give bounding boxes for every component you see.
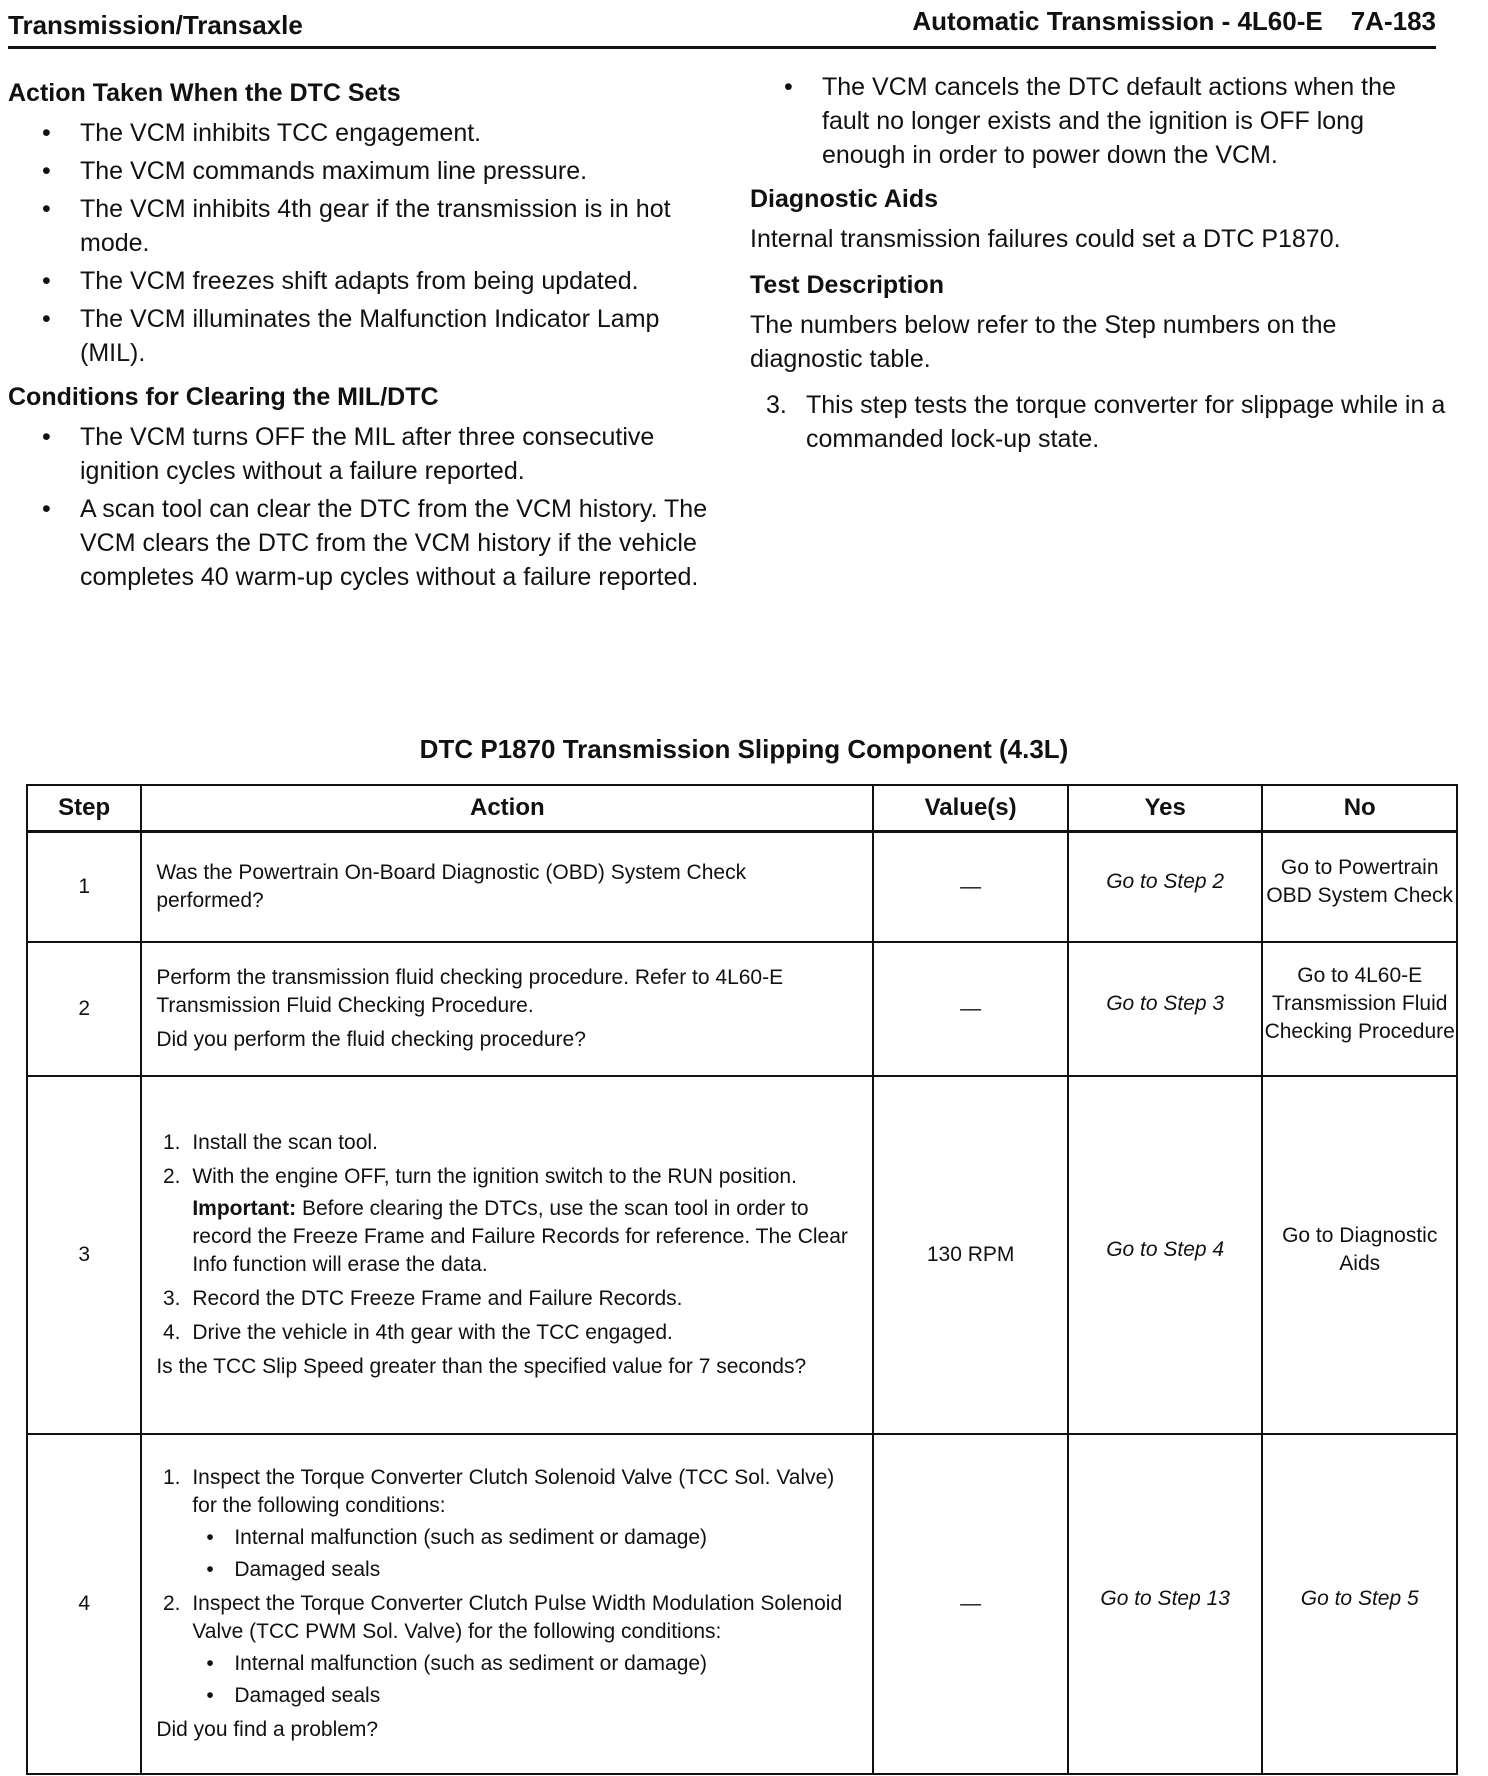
action-cell [141, 1076, 873, 1434]
step-cell: 3 [27, 1076, 141, 1434]
yes-cell: Go to Step 13 [1068, 1434, 1263, 1774]
right-column [750, 70, 1450, 456]
default-actions-list [750, 70, 1450, 172]
value-cell: — [873, 832, 1068, 942]
table-row [27, 942, 1457, 1076]
substep: 1. Install the scan tool. [186, 1129, 858, 1157]
header-right [912, 6, 1436, 37]
no-cell: Go to Step 5 [1262, 1434, 1457, 1774]
no-cell: Go to Diagnostic Aids [1262, 1076, 1457, 1434]
table-header-row [27, 785, 1457, 832]
list-item: • A scan tool can clear the DTC from the VCM history. The VCM clears the DTC from the VCM history if the vehicle completes 40 warm-up cycles without a failure reported. [8, 492, 708, 594]
substep-list [156, 1129, 858, 1347]
substep [186, 1464, 858, 1584]
table-row [27, 1434, 1457, 1774]
action-taken-list [8, 116, 708, 370]
substep [186, 1590, 858, 1710]
substep-list [156, 1464, 858, 1710]
action-taken-heading: Action Taken When the DTC Sets [8, 79, 401, 107]
step-cell: 2 [27, 942, 141, 1076]
condition-list [192, 1524, 858, 1584]
header-action: Action [141, 785, 873, 832]
table-title: DTC P1870 Transmission Slipping Component (4.3L) [419, 734, 1069, 764]
no-cell: Go to Powertrain OBD System Check [1262, 832, 1457, 942]
test-description-text: The numbers below refer to the Step numbers on the diagnostic table. [750, 311, 1337, 373]
value-cell: — [873, 942, 1068, 1076]
manual-title: Automatic Transmission - 4L60-E [912, 6, 1323, 36]
value-cell: — [873, 1434, 1068, 1774]
list-item: • The VCM illuminates the Malfunction Indicator Lamp (MIL). [8, 302, 708, 370]
list-item: • The VCM inhibits 4th gear if the transmission is in hot mode. [8, 192, 708, 260]
section-title: Transmission/Transaxle [8, 10, 303, 40]
yes-cell: Go to Step 3 [1068, 942, 1263, 1076]
diagnostic-table [26, 784, 1458, 1775]
list-item: • The VCM inhibits TCC engagement. [8, 116, 708, 150]
step-cell: 4 [27, 1434, 141, 1774]
test-step-number: 3. [766, 391, 787, 419]
table-row [27, 832, 1457, 942]
diagnostic-aids-text: Internal transmission failures could set a DTC P1870. [750, 225, 1341, 253]
action-cell [141, 942, 873, 1076]
important-label: Important: [192, 1196, 297, 1220]
action-question: Is the TCC Slip Speed greater than the specified value for 7 seconds? [156, 1354, 807, 1378]
test-step-text: This step tests the torque converter for slippage while in a commanded lock-up state. [806, 391, 1446, 453]
substep-text: 2. With the engine OFF, turn the ignition switch to the RUN position. [192, 1164, 797, 1188]
list-item: • Internal malfunction (such as sediment or damage) [192, 1650, 858, 1678]
header-step: Step [27, 785, 141, 832]
substep-text: 1. Inspect the Torque Converter Clutch Solenoid Valve (TCC Sol. Valve) for the following conditions: [192, 1465, 835, 1517]
yes-cell: Go to Step 4 [1068, 1076, 1263, 1434]
table-row [27, 1076, 1457, 1434]
test-description-heading: Test Description [750, 271, 945, 299]
header-no: No [1262, 785, 1457, 832]
test-step-item [750, 388, 1450, 456]
action-question: Did you perform the fluid checking procedure? [156, 1027, 586, 1051]
header-yes: Yes [1068, 785, 1263, 832]
list-item: • Damaged seals [192, 1556, 858, 1584]
substep [186, 1163, 858, 1279]
substep-text: 2. Inspect the Torque Converter Clutch Pulse Width Modulation Solenoid Valve (TCC PWM Sol. Valve) for the following conditions: [192, 1591, 843, 1643]
action-cell [141, 1434, 873, 1774]
list-item: • Damaged seals [192, 1682, 858, 1710]
list-item: • The VCM freezes shift adapts from being updated. [8, 264, 708, 298]
list-item: • The VCM commands maximum line pressure. [8, 154, 708, 188]
no-cell: Go to 4L60-E Transmission Fluid Checking Procedure [1262, 942, 1457, 1076]
step-cell: 1 [27, 832, 141, 942]
left-column [8, 70, 708, 604]
conditions-clearing-list [8, 420, 708, 594]
conditions-clearing-heading: Conditions for Clearing the MIL/DTC [8, 383, 439, 411]
important-note [192, 1195, 858, 1279]
action-question: Did you find a problem? [156, 1717, 379, 1741]
page-number: 7A-183 [1350, 6, 1436, 36]
substep: 3. Record the DTC Freeze Frame and Failure Records. [186, 1285, 858, 1313]
list-item: • The VCM cancels the DTC default actions when the fault no longer exists and the ignition is OFF long enough in order to power down the VCM. [750, 70, 1450, 172]
important-text: Before clearing the DTCs, use the scan tool in order to record the Freeze Frame and Failure Records for reference. The Clear Info function will erase the data. [192, 1196, 848, 1276]
value-cell: 130 RPM [873, 1076, 1068, 1434]
action-cell: Was the Powertrain On-Board Diagnostic (OBD) System Check performed? [141, 832, 873, 942]
header-values: Value(s) [873, 785, 1068, 832]
condition-list [192, 1650, 858, 1710]
page-header [8, 6, 1436, 49]
substep: 4. Drive the vehicle in 4th gear with the TCC engaged. [186, 1319, 858, 1347]
list-item: • The VCM turns OFF the MIL after three consecutive ignition cycles without a failure reported. [8, 420, 708, 488]
diagnostic-aids-heading: Diagnostic Aids [750, 185, 938, 213]
list-item: • Internal malfunction (such as sediment or damage) [192, 1524, 858, 1552]
action-text: Perform the transmission fluid checking procedure. Refer to 4L60-E Transmission Fluid Checking Procedure. [156, 965, 784, 1017]
yes-cell: Go to Step 2 [1068, 832, 1263, 942]
